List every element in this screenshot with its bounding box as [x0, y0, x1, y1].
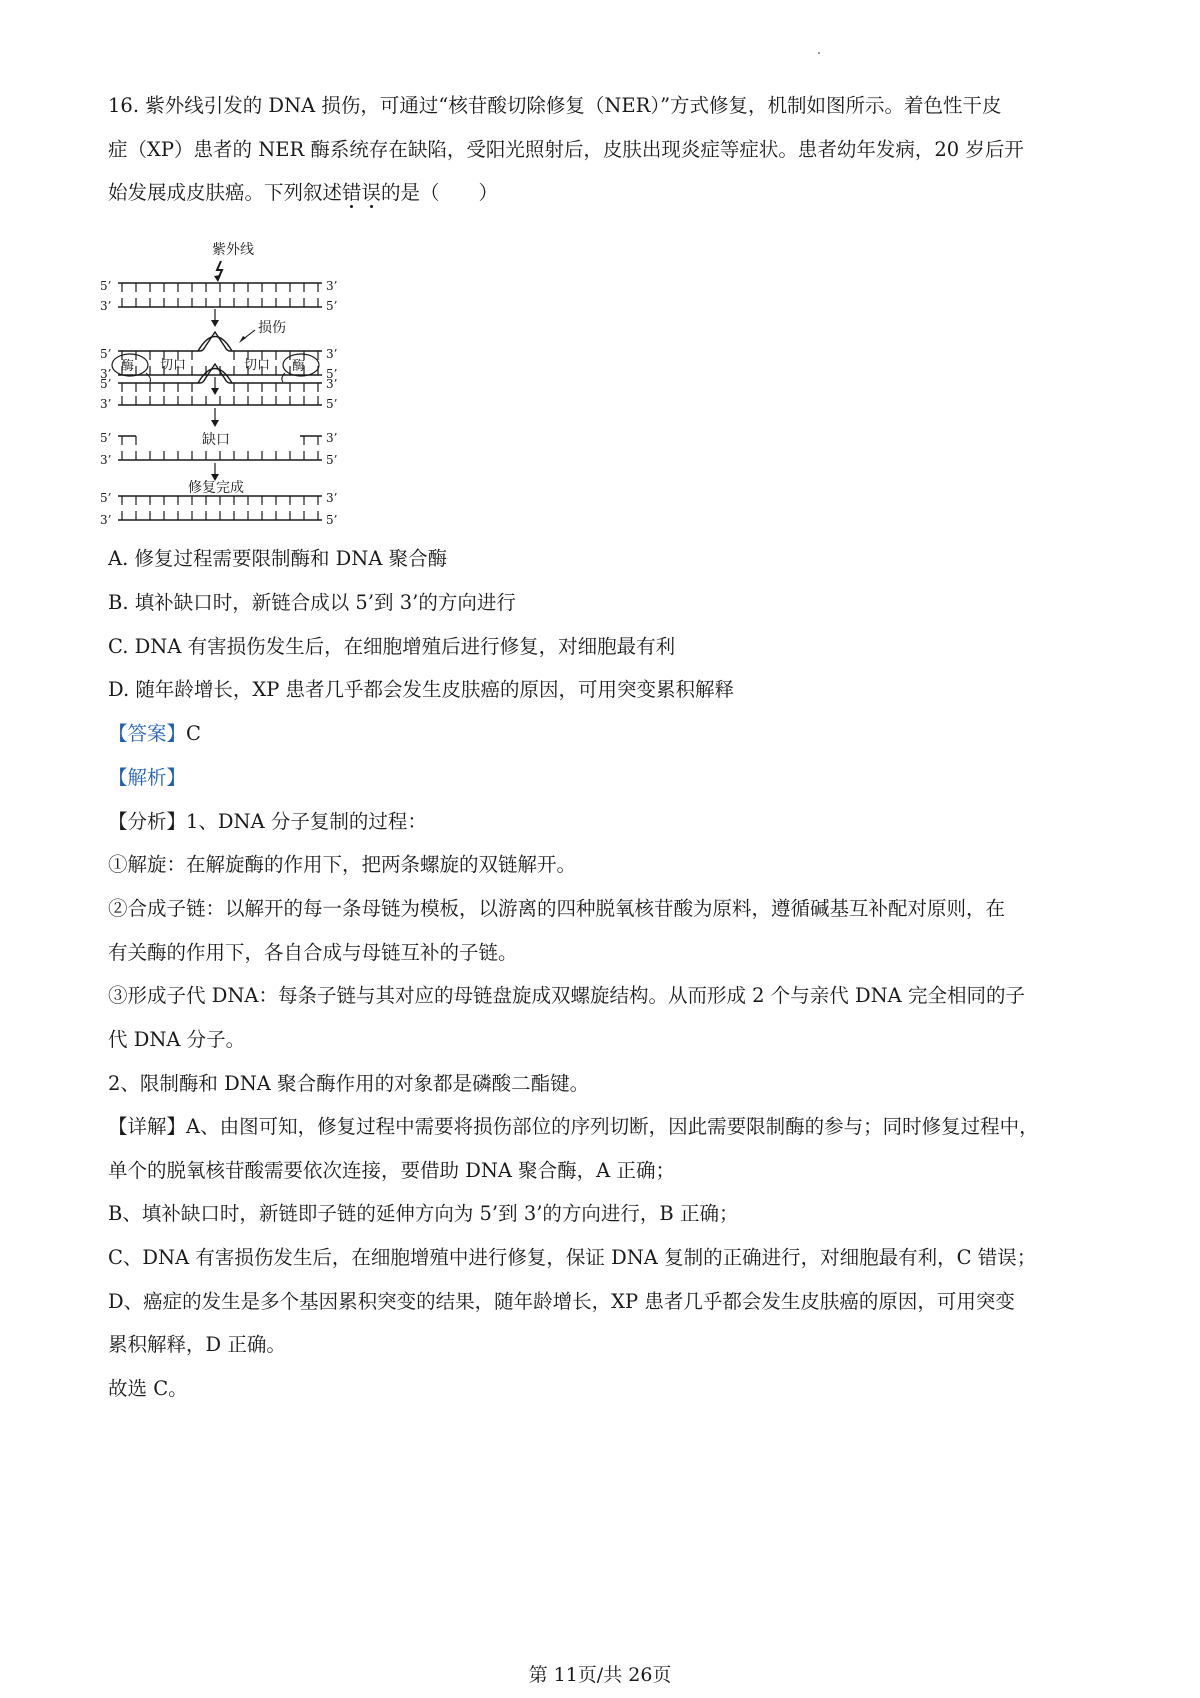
analysis-label: 【解析】 — [108, 766, 187, 789]
enzyme-label-right: 酶 — [292, 359, 306, 374]
question-line-3-post: 的是（ ） — [381, 181, 499, 204]
strand-end-label: 3’ — [100, 397, 112, 411]
enzyme-label-left: 酶 — [121, 359, 135, 374]
analysis-p4b: 代 DNA 分子。 — [108, 1028, 246, 1051]
dna-stage-repaired — [100, 479, 337, 527]
dna-stage-enzyme-cut — [100, 354, 337, 411]
gap-label: 缺口 — [202, 432, 230, 448]
strand-end-label: 5’ — [100, 431, 112, 445]
option-c: C. DNA 有害损伤发生后，在细胞增殖后进行修复，对细胞最有利 — [108, 635, 676, 658]
strand-end-label: 3’ — [326, 279, 338, 293]
ner-repair-diagram — [100, 232, 400, 572]
strand-end-label: 5’ — [326, 453, 338, 467]
dna-stage-intact — [100, 279, 337, 313]
detail-a-line1: 【详解】A、由图可知，修复过程中需要将损伤部位的序列切断，因此需要限制酶的参与；同时修复过程中， — [108, 1115, 1039, 1138]
analysis-p2: ①解旋：在解旋酶的作用下，把两条螺旋的双链解开。 — [108, 853, 577, 876]
answer-label: 【答案】 — [108, 722, 187, 745]
strand-end-label: 5’ — [100, 347, 112, 361]
page-footer: 第 11页/共 26页 — [528, 1664, 672, 1686]
strand-end-label: 5’ — [326, 513, 338, 527]
strand-end-label: 3’ — [100, 513, 112, 527]
analysis-p5: 2、限制酶和 DNA 聚合酶作用的对象都是磷酸二酯键。 — [108, 1072, 590, 1095]
option-d: D. 随年龄增长，XP 患者几乎都会发生皮肤癌的原因，可用突变累积解释 — [108, 678, 735, 701]
detail-b: B、填补缺口时，新链即子链的延伸方向为 5’到 3’的方向进行，B 正确； — [108, 1202, 739, 1225]
strand-end-label: 5’ — [100, 279, 112, 293]
damage-label: 损伤 — [258, 320, 286, 336]
strand-end-label: 3’ — [326, 491, 338, 505]
analysis-p3b: 有关酶的作用下，各自合成与母链互补的子链。 — [108, 941, 518, 964]
strand-end-label: 3’ — [326, 431, 338, 445]
emphasis-char-1: 错 — [342, 181, 362, 204]
strand-end-label: 3’ — [100, 453, 112, 467]
strand-end-label: 5’ — [326, 397, 338, 411]
question-line-1: 16. 紫外线引发的 DNA 损伤，可通过“核苷酸切除修复（NER）”方式修复，机制如图所示。着色性干皮 — [108, 94, 1002, 117]
option-a: A. 修复过程需要限制酶和 DNA 聚合酶 — [108, 547, 448, 570]
strand-end-label: 3’ — [326, 377, 338, 391]
option-b: B. 填补缺口时，新链合成以 5’到 3’的方向进行 — [108, 591, 516, 614]
answer-value: C — [186, 722, 201, 745]
analysis-p4a: ③形成子代 DNA：每条子链与其对应的母链盘旋成双螺旋结构。从而形成 2 个与亲代 DNA 完全相同的子 — [108, 984, 1025, 1007]
uv-arrowhead-icon — [214, 275, 221, 282]
strand-end-label: 5’ — [326, 367, 338, 381]
detail-d-line2: 累积解释，D 正确。 — [108, 1333, 286, 1356]
repair-done-label: 修复完成 — [188, 480, 244, 496]
detail-c: C、DNA 有害损伤发生后，在细胞增殖中进行修复，保证 DNA 复制的正确进行，对细胞最有利，C 错误； — [108, 1246, 1037, 1269]
detail-d-line1: D、癌症的发生是多个基因累积突变的结果，随年龄增长，XP 患者几乎都会发生皮肤癌的原因，可用突变 — [108, 1290, 1015, 1313]
cut-label-right: 切口 — [244, 358, 271, 373]
strand-end-label: 5’ — [100, 377, 112, 391]
answer-line — [108, 719, 1098, 749]
strand-end-label: 5’ — [100, 491, 112, 505]
analysis-p1: 【分析】1、DNA 分子复制的过程： — [108, 810, 427, 833]
emphasis-char-2: 误 — [361, 181, 382, 204]
uv-label: 紫外线 — [212, 242, 254, 258]
dna-stage-gap — [100, 431, 337, 467]
strand-end-label: 5’ — [326, 299, 338, 313]
strand-end-label: 3’ — [326, 347, 338, 361]
analysis-p3a: ②合成子链：以解开的每一条母链为模板，以游离的四种脱氧核苷酸为原料，遵循碱基互补配对原则，在 — [108, 897, 1006, 920]
question-line-3-pre: 始发展成皮肤癌。下列叙述 — [108, 181, 343, 204]
cut-label-left: 切口 — [160, 358, 187, 373]
strand-end-label: 3’ — [100, 367, 112, 381]
conclusion: 故选 C。 — [108, 1377, 188, 1400]
detail-a-line2: 单个的脱氧核苷酸需要依次连接，要借助 DNA 聚合酶，A 正确； — [108, 1159, 675, 1182]
corner-mark — [818, 52, 820, 54]
strand-end-label: 3’ — [100, 299, 112, 313]
question-line-2: 症（XP）患者的 NER 酶系统存在缺陷，受阳光照射后，皮肤出现炎症等症状。患者幼年发病，20 岁后开 — [108, 138, 1024, 161]
question-line-3 — [108, 178, 1098, 208]
